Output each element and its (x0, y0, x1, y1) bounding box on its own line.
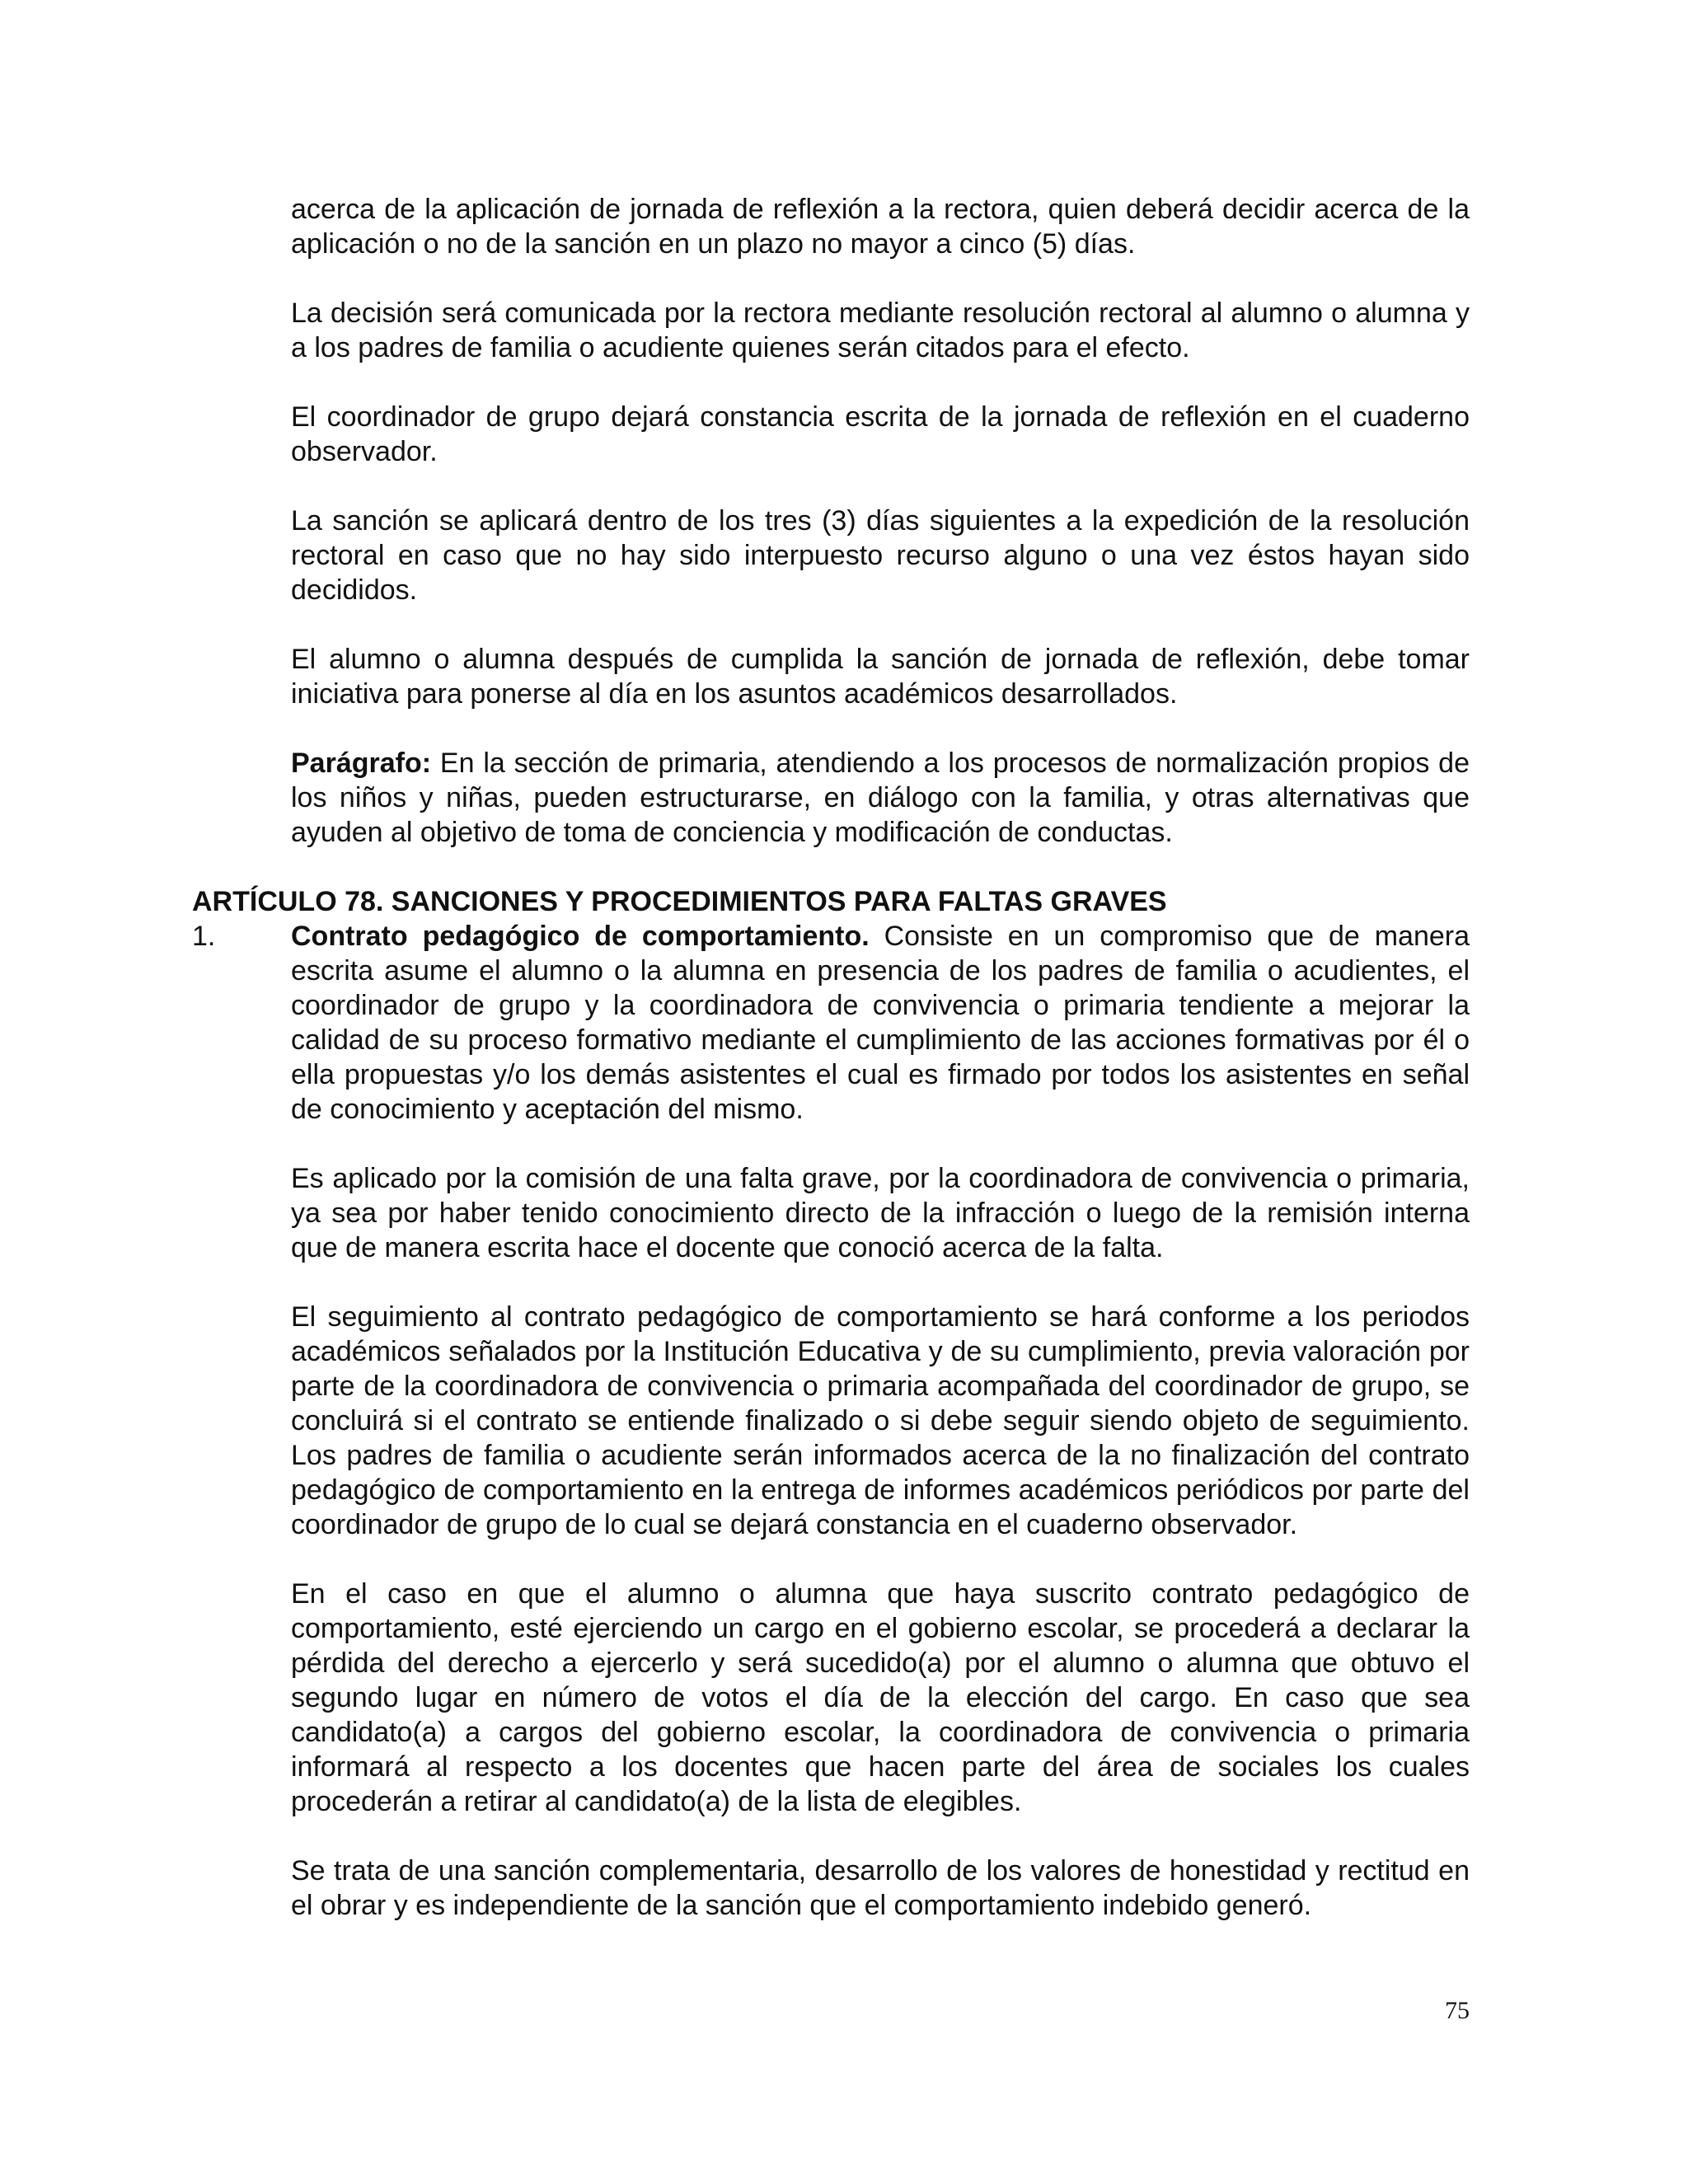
numbered-item-contract (192, 919, 1470, 1127)
paragraph-coordinator-record: El coordinador de grupo dejará constancia escrita de la jornada de reflexión en el cuaderno observador. (291, 401, 1470, 467)
item-title: Contrato pedagógico de comportamiento. (291, 921, 870, 952)
article-heading: ARTÍCULO 78. SANCIONES Y PROCEDIMIENTOS PARA FALTAS GRAVES (192, 886, 1167, 917)
page-number: 75 (1445, 1997, 1470, 2024)
paragraph-complementary-sanction: Se trata de una sanción complementaria, desarrollo de los valores de honestidad y rectitud en el obrar y es independiente de la sanción que el comportamiento indebido generó. (291, 1855, 1470, 1921)
document-body (192, 192, 1470, 1957)
paragraph-decision-communication: La decisión será comunicada por la rectora mediante resolución rectoral al alumno o alumna y a los padres de familia o acudiente quienes serán citados para el efecto. (291, 298, 1470, 363)
paragrafo-label: Parágrafo: (291, 748, 432, 779)
paragraph-application-decision: acerca de la aplicación de jornada de reflexión a la rectora, quien deberá decidir acerca de la aplicación o no de la sanción en un plazo no mayor a cinco (5) días. (291, 194, 1470, 260)
paragraph-student-initiative: El alumno o alumna después de cumplida la sanción de jornada de reflexión, debe tomar iniciativa para ponerse al día en los asuntos académicos desarrollados. (291, 644, 1470, 710)
item-number: 1. (192, 921, 216, 952)
item-body (291, 919, 1470, 1127)
paragraph-contract-application: Es aplicado por la comisión de una falta grave, por la coordinadora de convivencia o primaria, ya sea por haber tenido conocimiento directo de la infracción o luego de la remisión interna que de manera escrita hace el docente que conoció acerca de la falta. (291, 1163, 1470, 1263)
paragraph-school-government: En el caso en que el alumno o alumna que haya suscrito contrato pedagógico de comportamiento, esté ejerciendo un cargo en el gobierno escolar, se procederá a declarar la pérdida del derecho a ejercerlo y será sucedido(a) por el alumno o alumna que obtuvo el segundo lugar en número de votos el día de la elección del cargo. En caso que sea candidato(a) a cargos del gobierno escolar, la coordinadora de convivencia o primaria informará al respecto a los docentes que hacen parte del área de sociales los cuales procederán a retirar al candidato(a) de la lista de elegibles. (291, 1578, 1470, 1817)
paragrafo-note (291, 746, 1470, 850)
paragrafo-text: En la sección de primaria, atendiendo a los procesos de normalización propios de los niños y niñas, pueden estructurarse, en diálogo con la familia, y otras alternativas que ayuden al objetivo de toma de conciencia y modificación de conductas. (291, 748, 1470, 848)
item-description: Consiste en un compromiso que de manera escrita asume el alumno o la alumna en presencia de los padres de familia o acudientes, el coordinador de grupo y la coordinadora de convivencia o primaria tendiente a mejorar la calidad de su proceso formativo mediante el cumplimiento de las acciones formativas por él o ella propuestas y/o los demás asistentes el cual es firmado por todos los asistentes en señal de conocimiento y aceptación del mismo. (291, 921, 1470, 1125)
paragraph-sanction-timing: La sanción se aplicará dentro de los tres (3) días siguientes a la expedición de la resolución rectoral en caso que no hay sido interpuesto recurso alguno o una vez éstos hayan sido decididos. (291, 505, 1470, 606)
paragraph-contract-followup: El seguimiento al contrato pedagógico de comportamiento se hará conforme a los periodos académicos señalados por la Institución Educativa y de su cumplimiento, previa valoración por parte de la coordinadora de convivencia o primaria acompañada del coordinador de grupo, se concluirá si el contrato se entiende finalizado o si debe seguir siendo objeto de seguimiento. Los padres de familia o acudiente serán informados acerca de la no finalización del contrato pedagógico de comportamiento en la entrega de informes académicos periódicos por parte del coordinador de grupo de lo cual se dejará constancia en el cuaderno observador. (291, 1301, 1470, 1540)
